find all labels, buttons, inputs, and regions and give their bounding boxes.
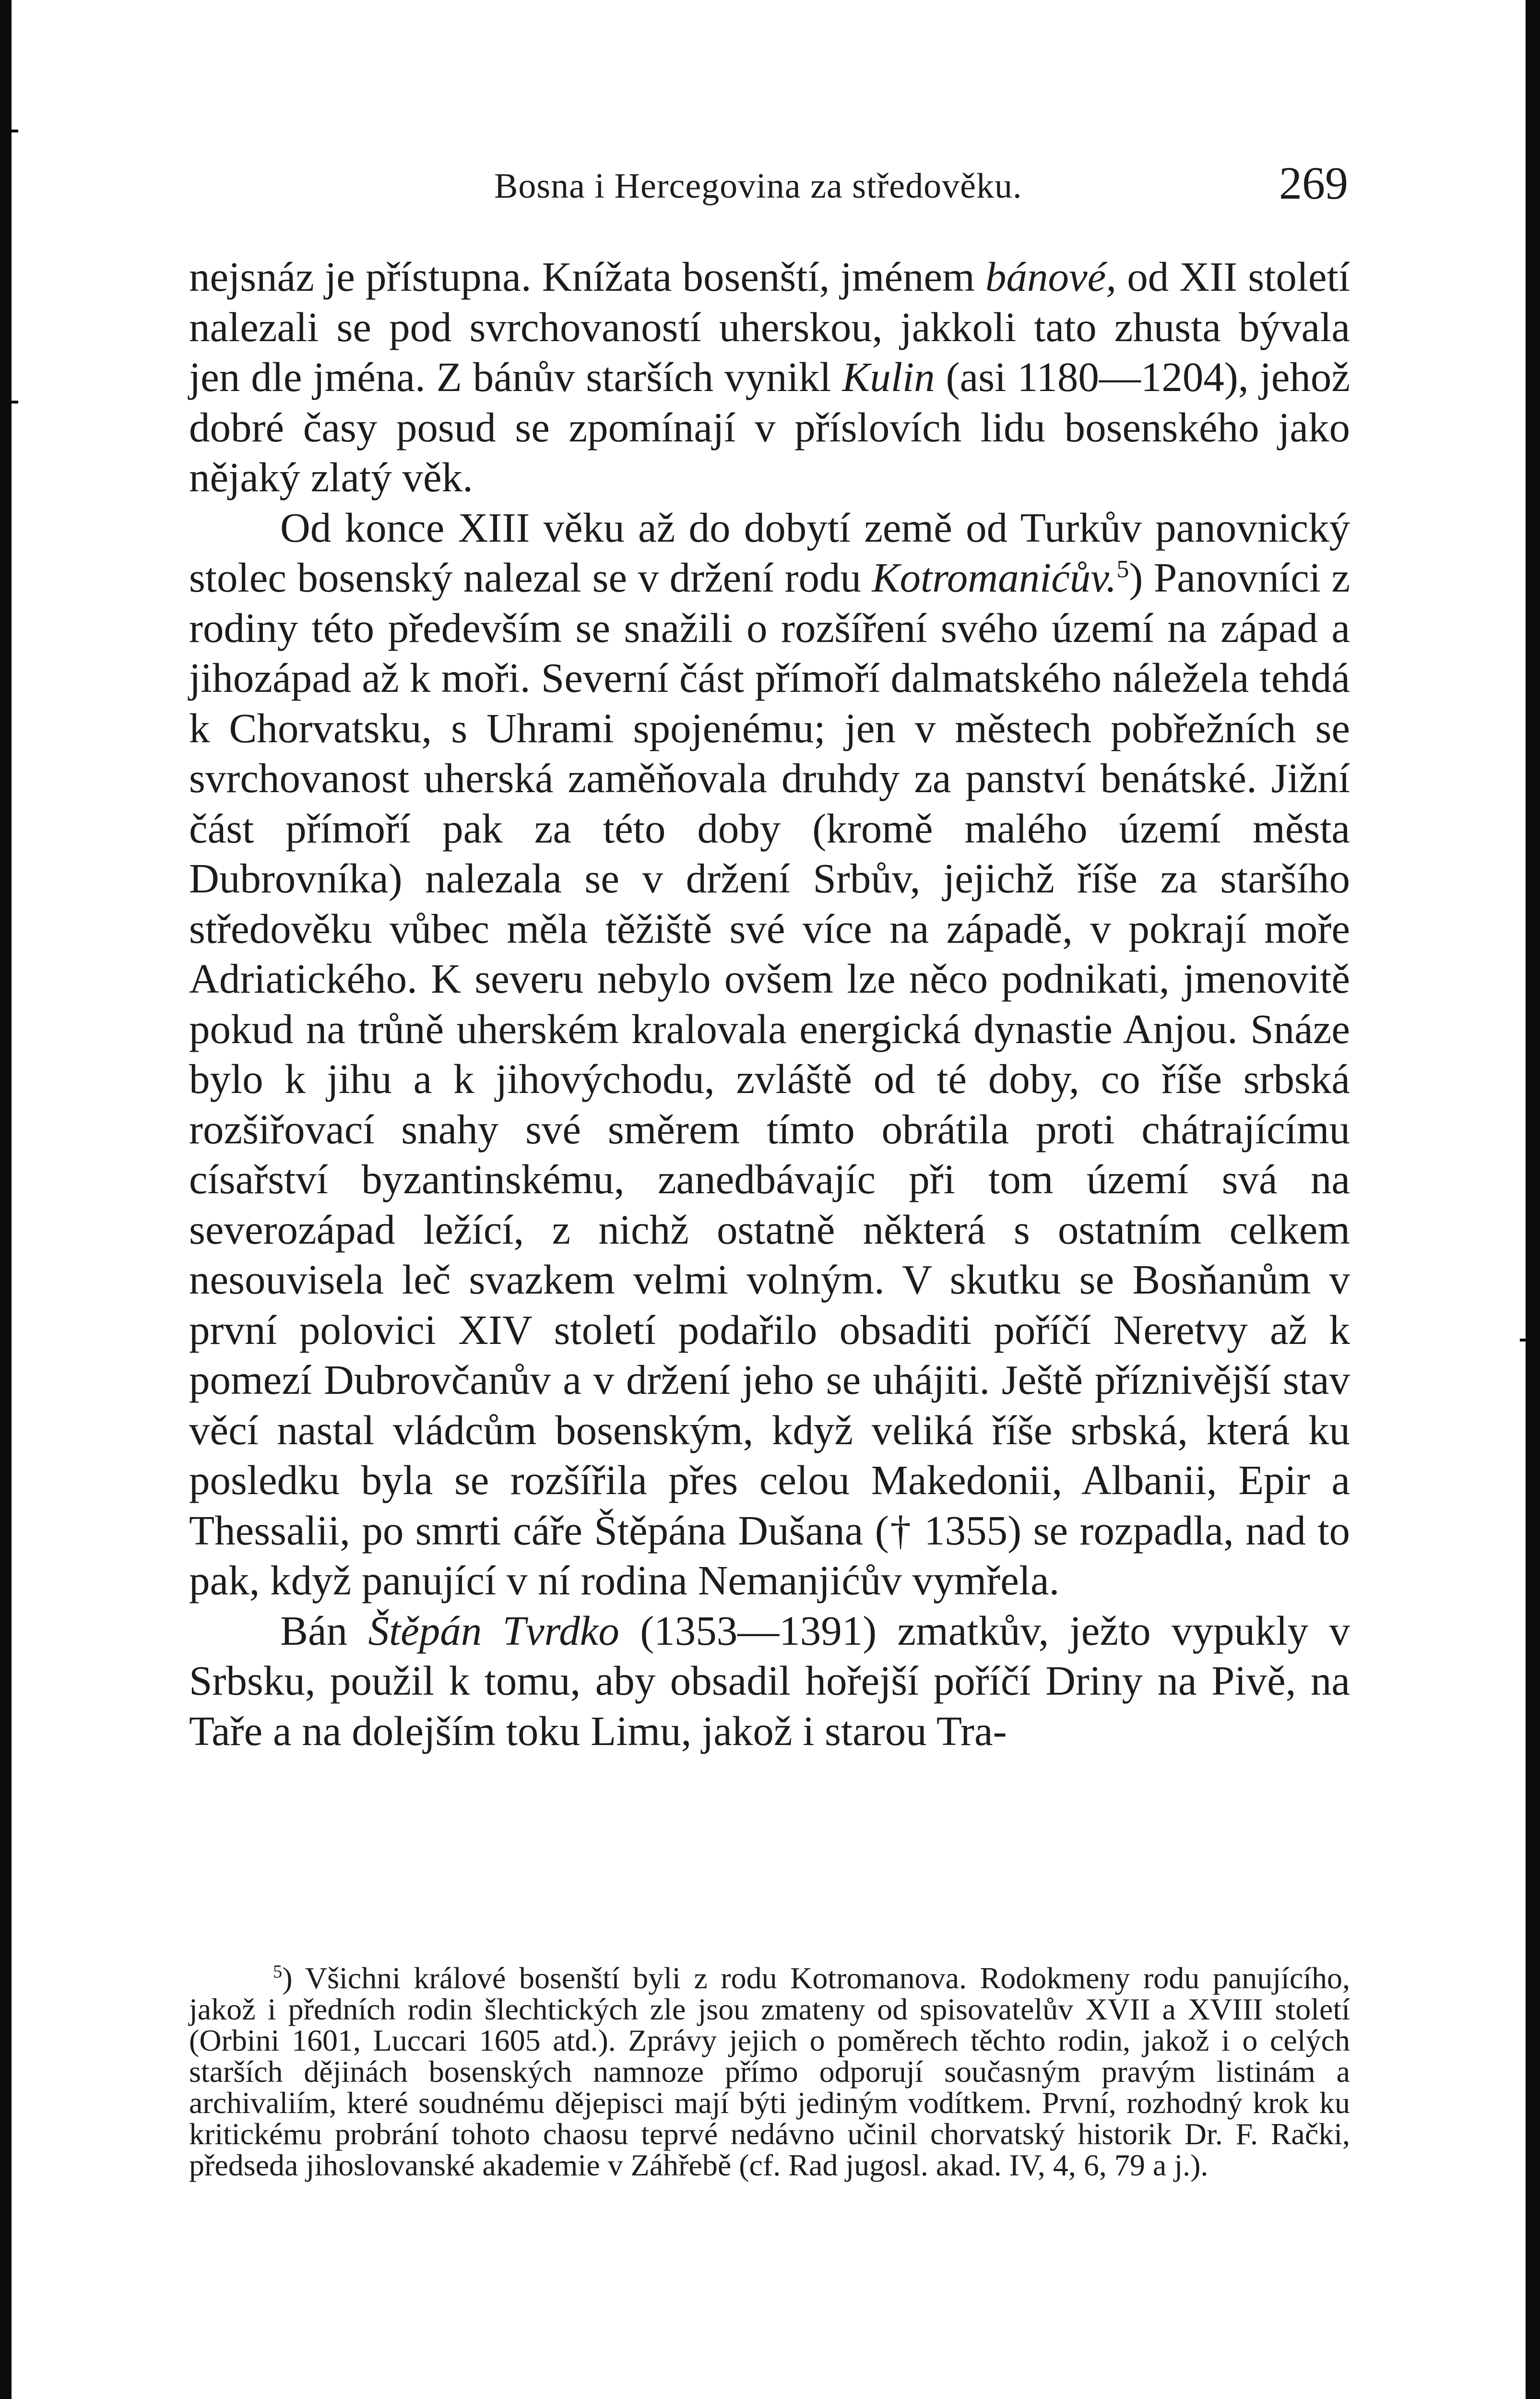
paragraph-1 xyxy=(189,252,1350,503)
italic-term: bánové, xyxy=(985,253,1116,300)
text-run: (1353—1391) zmatkův, ježto vypukly v Srbsku, použil k tomu, aby obsadil hořejší poříčí Driny na Pivě, na Taře a na dolejším toku Limu, jakož i starou Tra- xyxy=(189,1607,1350,1754)
scan-border-left xyxy=(0,0,12,2399)
scan-edge-mark xyxy=(12,130,18,132)
running-title: Bosna i Hercegovina za středověku. xyxy=(494,166,1022,206)
text-run: od XII století nalezali se pod svrchovaností uherskou, jakkoli tato zhusta bývala jen dle jména. Z bánův starších vynikl xyxy=(189,253,1350,400)
italic-name: Kulin xyxy=(842,354,935,400)
page-number: 269 xyxy=(1279,157,1348,209)
scan-edge-mark xyxy=(1520,1339,1526,1342)
paragraph-3 xyxy=(189,1606,1350,1757)
italic-name: Kotromanićův. xyxy=(872,554,1117,601)
page-header xyxy=(192,156,1348,228)
text-run: Bán xyxy=(280,1607,368,1654)
footnote-reference: 5 xyxy=(1116,555,1129,583)
scan-border-right xyxy=(1526,0,1540,2399)
scan-edge-mark xyxy=(12,401,18,404)
text-run: Od konce XIII věku až do dobytí země od Turkův panovnický stolec bosenský nalezal se v držení rodu xyxy=(189,504,1350,601)
text-run: nejsnáz je přístupna. Knížata bosenští, jménem xyxy=(189,253,986,300)
paragraph-2 xyxy=(189,503,1350,1606)
footnotes xyxy=(189,1962,1350,2181)
footnote-marker: 5 xyxy=(273,1961,283,1982)
footnote-5 xyxy=(189,1962,1350,2181)
italic-name: Štěpán Tvrdko xyxy=(368,1607,619,1654)
text-run: (asi 1180—1204), jehož dobré časy posud se zpomínají v příslovích lidu bosenského jako nějaký zlatý věk. xyxy=(189,354,1350,500)
text-run: ) Panovníci z rodiny této především se snažili o rozšíření svého území na západ a jihozápad až k moři. Severní část přímoří dalmatského náležela tehdá k Chorvatsku, s Uhrami spojenému; jen v městech pobřežních se svrchovanost uherská zaměňovala druhdy za panství benátské. Jižní část přímoří pak za této doby (kromě malého území města Dubrovníka) nalezala se v držení Srbův, jejichž říše za staršího středověku vůbec měla těžiště své více na západě, v pokrají moře Adriatického. K severu nebylo ovšem lze něco podnikati, jmenovitě pokud na trůně uherském kralovala energická dynastie Anjou. Snáze bylo k jihu a k jihovýchodu, zvláště od té doby, co říše srbská rozšiřovací snahy své směrem tímto obrátila proti chátrajícímu císařství byzantinskému, zanedbávajíc při tom území svá na severozápad ležící, z nichž ostatně některá s ostatním celkem nesouvisela leč svazkem velmi volným. V skutku se Bosňanům v první polovici XIV století podařilo obsaditi poříčí Neretvy až k pomezí Dubrovčanův a v držení jeho se uhájiti. Ještě příznivější stav věcí nastal vládcům bosenským, když veliká říše srbská, která ku posledku byla se rozšířila přes celou Makedonii, Albanii, Epir a Thessalii, po smrti cáře Štěpána Dušana († 1355) se rozpadla, nad to pak, když panující v ní rodina Nemanjićův vymřela. xyxy=(189,554,1350,1603)
footnote-text: ) Všichni králové bosenští byli z rodu Kotromanova. Rodokmeny rodu panujícího, jakož i předních rodin šlechtických zle jsou zmateny od spisovatelův XVII a XVIII století (Orbini 1601, Luccari 1605 atd.). Zprávy jejich o poměrech těchto rodin, jakož i o celých starších dějinách bosenských namnoze přímo odporují současným pravým listinám a archivaliím, které soudnému dějepisci mají býti jediným vodítkem. První, rozhodný krok ku kritickému probrání tohoto chaosu teprvé nedávno učinil chorvatský historik Dr. F. Rački, předseda jihoslovanské akademie v Záhřebě (cf. Rad jugosl. akad. IV, 4, 6, 79 a j.). xyxy=(189,1961,1350,2182)
body-text xyxy=(189,252,1350,1756)
